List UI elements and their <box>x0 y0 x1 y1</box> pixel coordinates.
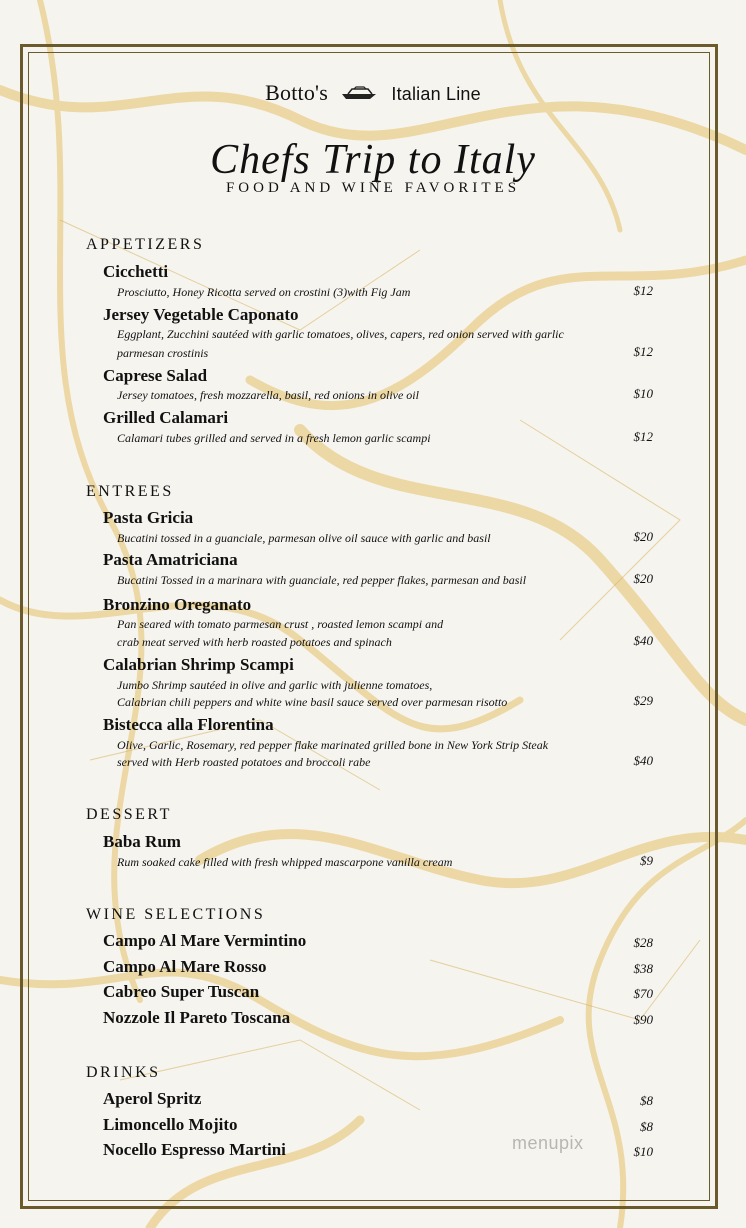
menu-item-name: Campo Al Mare Vermintino <box>103 931 307 950</box>
menu-item-name: Limoncello Mojito <box>103 1115 238 1134</box>
menu-item-description: Pan seared with tomato parmesan crust , roasted lemon scampi and <box>117 617 444 631</box>
menu-item-description: Jersey tomatoes, fresh mozzarella, basil, red onions in olive oil <box>117 388 419 402</box>
section-heading: DESSERT <box>86 806 172 823</box>
menu-item-price: $20 <box>633 571 653 586</box>
menu-item-name: Cabreo Super Tuscan <box>103 982 260 1001</box>
watermark: menupix <box>512 1133 584 1153</box>
brand-line: Italian Line <box>391 84 481 104</box>
menu-item-price: $20 <box>633 529 653 544</box>
section-heading: WINE SELECTIONS <box>86 906 266 923</box>
menu-item-description: Jumbo Shrimp sautéed in olive and garlic with julienne tomatoes, <box>117 678 433 692</box>
menu-item-name: Bronzino Oreganato <box>103 595 252 614</box>
menu-item-name: Jersey Vegetable Caponato <box>103 305 299 324</box>
menu-item-price: $40 <box>633 753 653 768</box>
menu-item-name: Cicchetti <box>103 262 169 281</box>
menu-item-price: $8 <box>640 1119 653 1134</box>
menu-item-description: served with Herb roasted potatoes and broccoli rabe <box>117 755 371 769</box>
menu-item-name: Aperol Spritz <box>103 1089 202 1108</box>
section-heading: DRINKS <box>86 1064 161 1081</box>
menu-item-price: $8 <box>640 1093 653 1108</box>
menu-item-price: $10 <box>633 1144 653 1159</box>
menu-item-description: Bucatini tossed in a guanciale, parmesan olive oil sauce with garlic and basil <box>117 531 491 545</box>
menu-item-name: Baba Rum <box>103 832 181 851</box>
menu-item-price: $28 <box>633 935 653 950</box>
menu-item-name: Pasta Amatriciana <box>103 550 238 569</box>
menu-item-price: $12 <box>633 283 653 298</box>
menu-item-description: parmesan crostinis <box>117 346 209 360</box>
menu-item-name: Caprese Salad <box>103 366 208 385</box>
menu-item-description: Olive, Garlic, Rosemary, red pepper flake marinated grilled bone in New York Strip Steak <box>117 738 549 752</box>
menu-item-description: Calamari tubes grilled and served in a fresh lemon garlic scampi <box>117 431 431 445</box>
menu-item-description: Calabrian chili peppers and white wine basil sauce served over parmesan risotto <box>117 695 508 709</box>
menu-item-price: $9 <box>640 853 653 868</box>
section-heading: ENTREES <box>86 483 174 500</box>
menu-item-price: $40 <box>633 633 653 648</box>
menu-item-description: Bucatini Tossed in a marinara with guanciale, red pepper flakes, parmesan and basil <box>117 573 527 587</box>
menu-item-price: $10 <box>633 386 653 401</box>
menu-subtitle: FOOD AND WINE FAVORITES <box>225 180 521 196</box>
menu-title: Chefs Trip to Italy <box>210 137 536 183</box>
menu-item-name: Pasta Gricia <box>103 508 194 527</box>
menu-item-name: Bistecca alla Florentina <box>103 715 274 734</box>
brand-name: Botto's <box>265 80 328 105</box>
menu-item-name: Nozzole Il Pareto Toscana <box>103 1008 291 1027</box>
menu-item-description: Eggplant, Zucchini sautéed with garlic tomatoes, olives, capers, red onion served with garlic <box>117 327 564 341</box>
menu-item-price: $70 <box>633 986 653 1001</box>
menu-item-description: Rum soaked cake filled with fresh whipped mascarpone vanilla cream <box>117 855 453 869</box>
menu-item-name: Nocello Espresso Martini <box>103 1140 286 1159</box>
boat-icon <box>340 82 380 108</box>
menu-item-price: $29 <box>633 693 653 708</box>
menu-item-price: $12 <box>633 344 653 359</box>
menu-item-price: $12 <box>633 429 653 444</box>
menu-item-name: Calabrian Shrimp Scampi <box>103 655 294 674</box>
menu-item-description: Prosciutto, Honey Ricotta served on crostini (3)with Fig Jam <box>117 285 411 299</box>
menu-item-name: Campo Al Mare Rosso <box>103 957 267 976</box>
menu-item-name: Grilled Calamari <box>103 408 229 427</box>
menu-item-price: $90 <box>633 1012 653 1027</box>
brand-header <box>0 80 746 108</box>
menu-item-price: $38 <box>633 961 653 976</box>
menu-item-description: crab meat served with herb roasted potatoes and spinach <box>117 635 392 649</box>
section-heading: APPETIZERS <box>86 236 205 253</box>
